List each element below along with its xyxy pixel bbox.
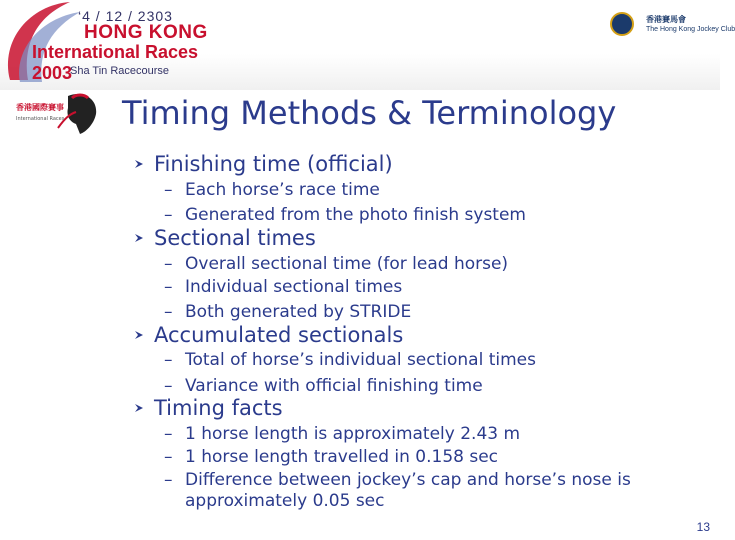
arrow-bullet-icon: [134, 403, 144, 413]
event-venue: Sha Tin Racecourse: [70, 65, 170, 77]
dash-icon: –: [164, 277, 173, 297]
side-logo-text-cn: 香港國際賽事: [16, 103, 64, 112]
bullet-heading: Sectional times: [154, 226, 316, 250]
dash-icon: –: [164, 424, 173, 444]
bullet-heading: Accumulated sectionals: [154, 323, 404, 347]
sub-bullet-text: Each horse’s race time: [185, 180, 380, 200]
dash-icon: –: [164, 180, 173, 200]
sub-bullet-text: Individual sectional times: [185, 277, 403, 297]
bullet-heading: Timing facts: [154, 396, 283, 420]
dash-icon: –: [164, 376, 173, 396]
jockey-club-emblem-icon: [610, 12, 634, 36]
event-title-line2: International Races 2003: [32, 42, 199, 83]
dash-icon: –: [164, 254, 173, 274]
page-number: 13: [696, 520, 710, 534]
dash-icon: –: [164, 447, 173, 467]
sub-bullet-text: Overall sectional time (for lead horse): [185, 254, 509, 274]
sub-bullet-text: Generated from the photo finish system: [185, 205, 526, 225]
event-date: ‘4 / 12 / 2303: [78, 8, 173, 24]
arrow-bullet-icon: [134, 330, 144, 340]
event-title-line1: HONG KONG: [84, 22, 208, 43]
bullet-heading: Finishing time (official): [154, 152, 393, 176]
sub-bullet-text: Both generated by STRIDE: [185, 302, 412, 322]
horse-head-icon: [10, 88, 110, 138]
side-logo-text-en: International Races: [16, 116, 65, 122]
dash-icon: –: [164, 302, 173, 322]
slide-title: Timing Methods & Terminology: [122, 94, 617, 132]
dash-icon: –: [164, 470, 173, 490]
jockey-club-name-en: The Hong Kong Jockey Club: [646, 26, 735, 33]
sub-bullet-text: Total of horse’s individual sectional times: [185, 350, 536, 370]
side-logo: [10, 88, 110, 138]
dash-icon: –: [164, 350, 173, 370]
sub-bullet-text: Variance with official finishing time: [185, 376, 483, 396]
sub-bullet-text: 1 horse length is approximately 2.43 m: [185, 424, 521, 444]
sub-bullet-text: Difference between jockey’s cap and horse’s nose is: [185, 470, 631, 490]
arrow-bullet-icon: [134, 159, 144, 169]
jockey-club-name-cn: 香港賽馬會: [646, 15, 686, 24]
event-logo: [0, 0, 230, 90]
sub-bullet-text: 1 horse length travelled in 0.158 sec: [185, 447, 499, 467]
sub-bullet-text: approximately 0.05 sec: [185, 491, 385, 511]
dash-icon: –: [164, 205, 173, 225]
jockey-club-logo: [610, 8, 735, 42]
arrow-bullet-icon: [134, 233, 144, 243]
